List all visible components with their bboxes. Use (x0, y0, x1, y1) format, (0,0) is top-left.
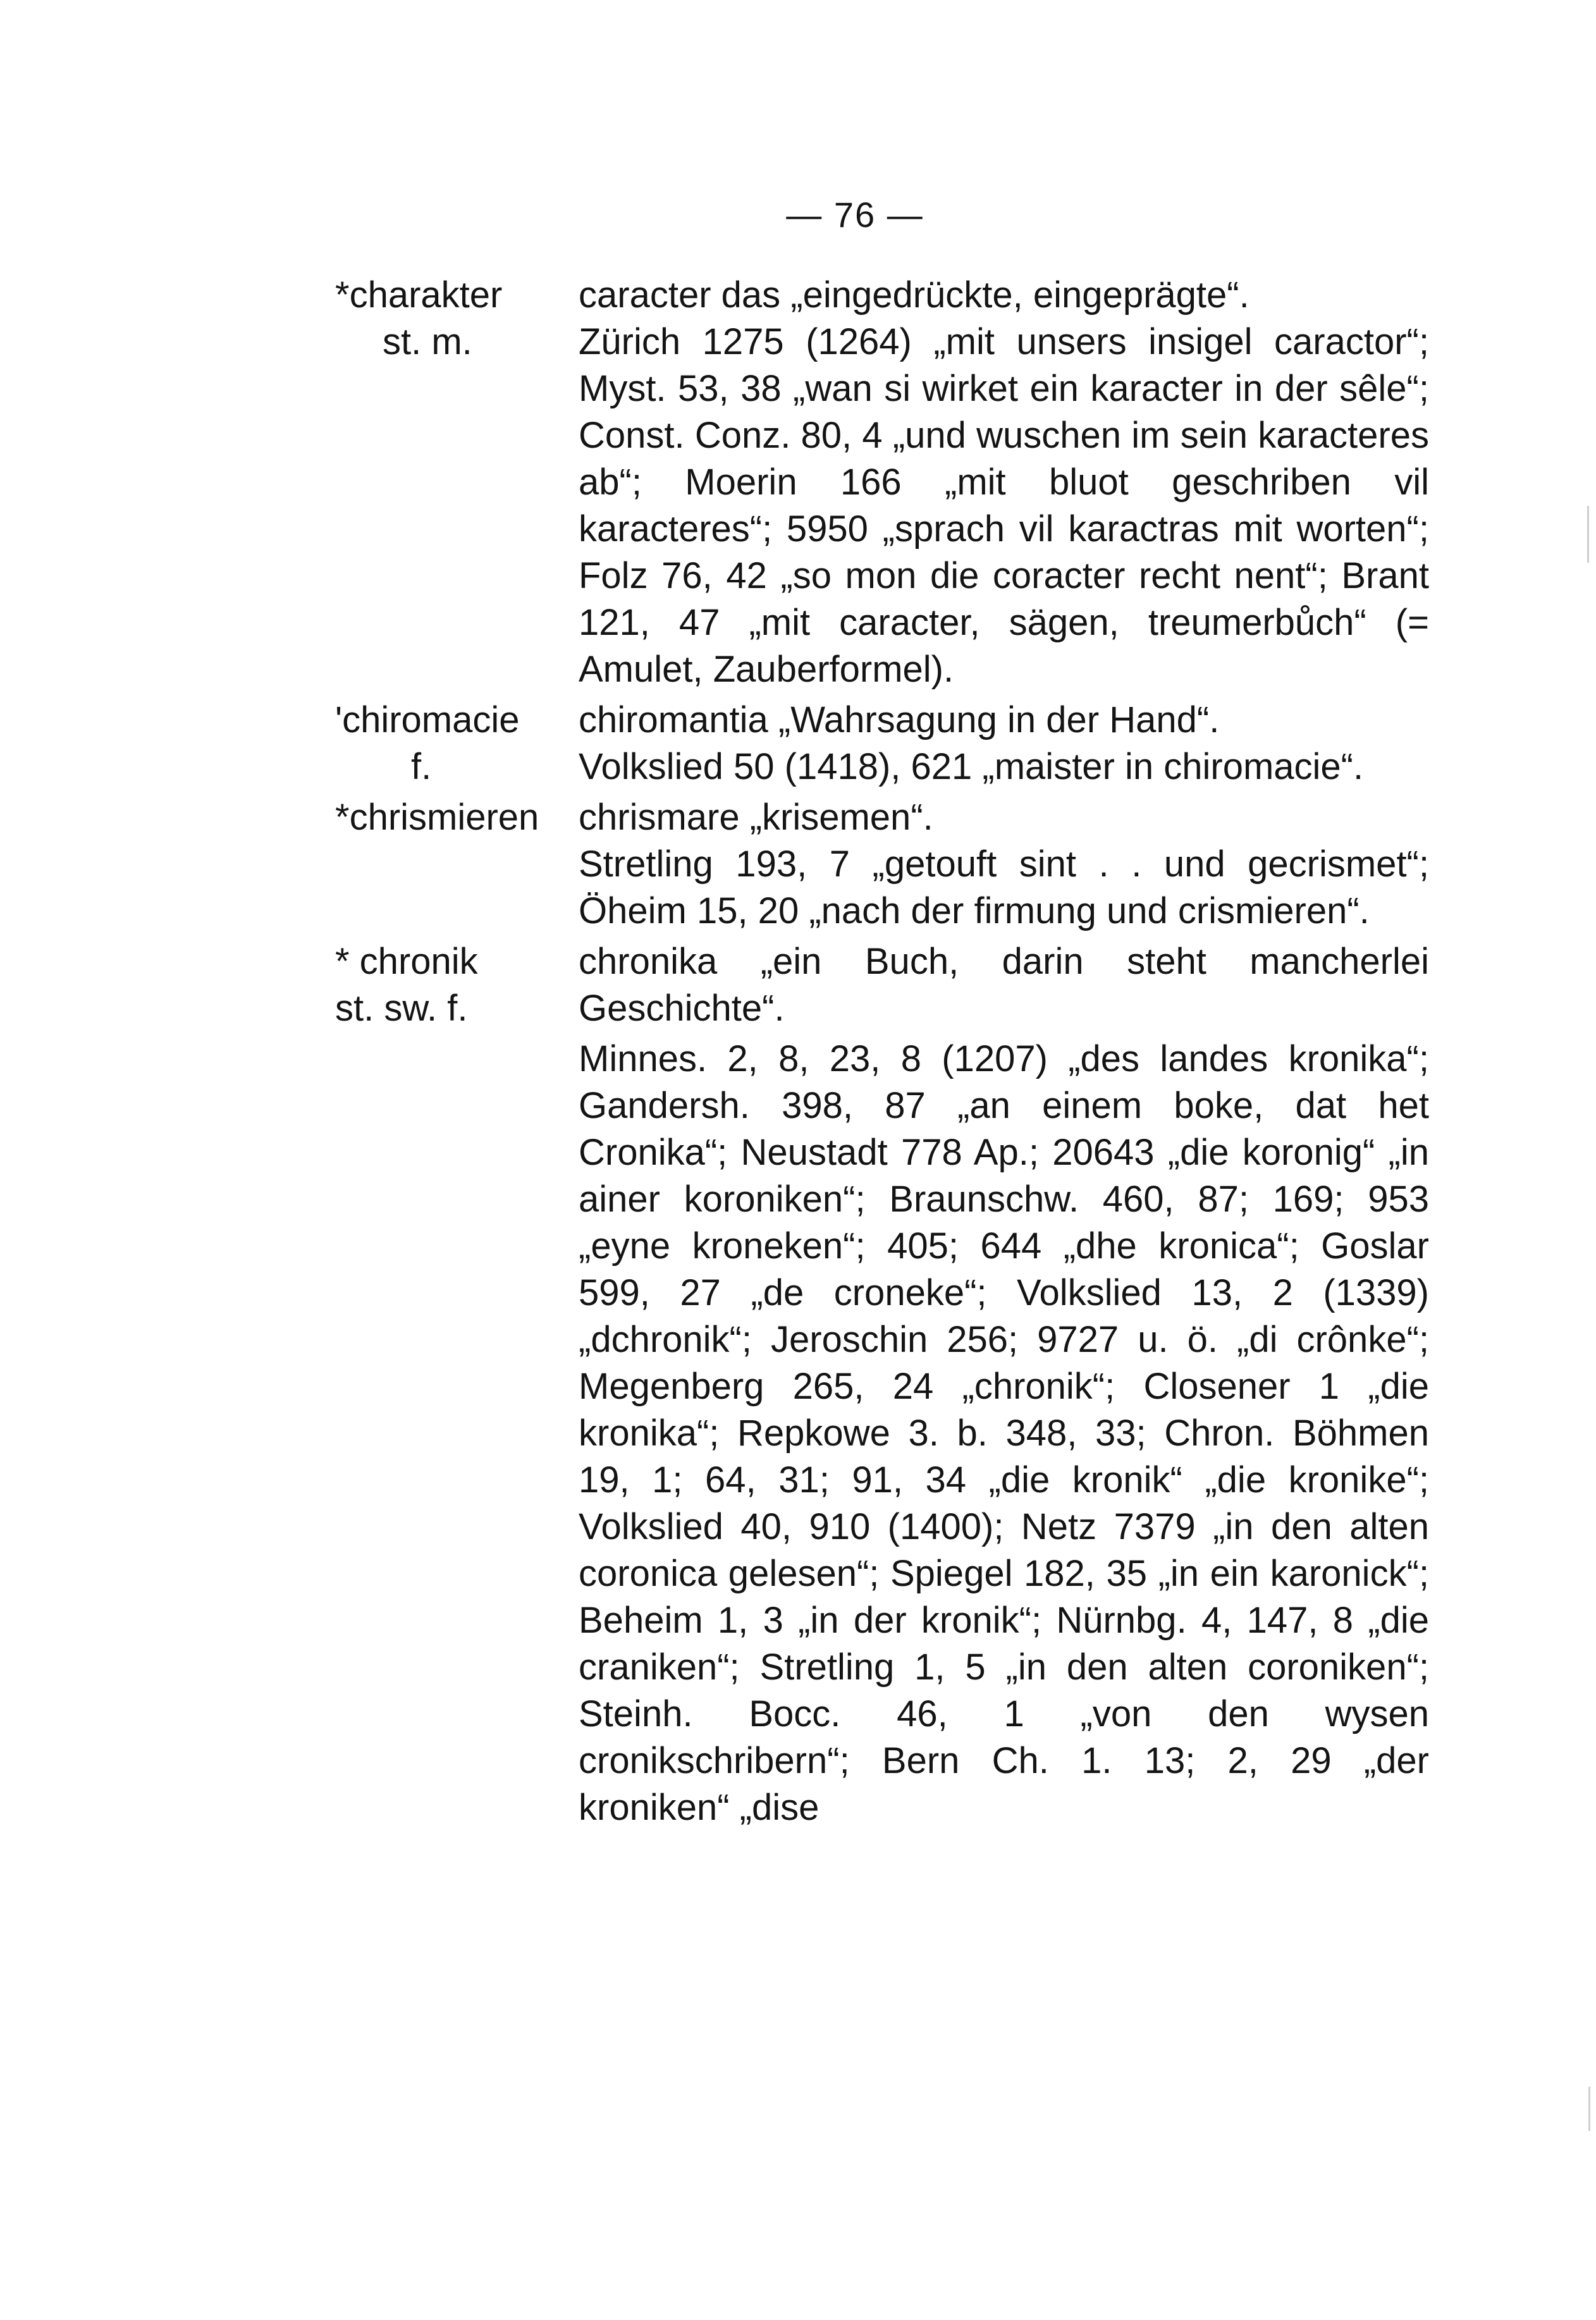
entry-body (579, 794, 1429, 935)
entry-head (335, 697, 579, 790)
entry-head (335, 272, 579, 365)
entry-grammar: f. (411, 746, 432, 787)
entry-body (579, 697, 1429, 790)
entry-citations: Volkslied 50 (1418), 621 „maister in chiromacie“. (579, 746, 1364, 787)
entry-citations: Stretling 193, 7 „getouft sint . . und gecrismet“; Öheim 15, 20 „nach der firmung und crismieren“. (579, 844, 1429, 931)
entry-head (335, 794, 579, 841)
entry-head (335, 938, 579, 1032)
scan-edge-mark (1587, 506, 1589, 563)
entry-body (579, 938, 1429, 1831)
entry-lemma: *chrismieren (335, 797, 539, 838)
entry-body (579, 272, 1429, 693)
page-number: — 76 — (786, 195, 924, 235)
entry-grammar: st. sw. f. (335, 988, 468, 1029)
entry-chiromacie (335, 697, 1429, 790)
scan-edge-mark (1588, 2087, 1590, 2131)
entry-chrismieren (335, 794, 1429, 935)
entry-etymology: chrismare „krisemen“. (579, 797, 933, 838)
entry-etymology: caracter das „eingedrückte, eingeprägte“. (579, 274, 1249, 316)
entry-citations: Minnes. 2, 8, 23, 8 (1207) „des landes kronika“; Gandersh. 398, 87 „an einem boke, dat het Cronika“; Neustadt 778 Ap.; 20643 „die koronig“ „in ainer koroniken“; Braunschw. 460, 87; 169; 953 „eyne kroneken“; 405; 644 „dhe kronica“; Goslar 599, 27 „de croneke“; Volkslied 13, 2 (1339) „dchronik“; Jeroschin 256; 9727 u. ö. „di crônke“; Megenberg 265, 24 „chronik“; Closener 1 „die kronika“; Repkowe 3. b. 348, 33; Chron. Böhmen 19, 1; 64, 31; 91, 34 „die kronik“ „die kronike“; Volkslied 40, 910 (1400); Netz 7379 „in den alten coronica gelesen“; Spiegel 182, 35 „in ein karonick“; Beheim 1, 3 „in der kronik“; Nürnbg. 4, 147, 8 „die craniken“; Stretling 1, 5 „in den alten coroniken“; Steinh. Bocc. 46, 1 „von den wysen cronikschribern“; Bern Ch. 1. 13; 2, 29 „der kroniken“ „dise (579, 1038, 1429, 1828)
entry-lemma: * chronik (335, 941, 478, 982)
entry-etymology: chronika „ein Buch, darin steht mancherlei Geschichte“. (579, 941, 1429, 1029)
dictionary-entries (335, 272, 1429, 1834)
entry-chronik (335, 938, 1429, 1831)
entry-grammar: st. m. (383, 321, 472, 362)
entry-lemma: 'chiromacie (335, 699, 520, 740)
entry-citations: Zürich 1275 (1264) „mit unsers insigel caractor“; Myst. 53, 38 „wan si wirket ein karacter in der sêle“; Const. Conz. 80, 4 „und wuschen im sein karacteres ab“; Moerin 166 „mit bluot geschriben vil karacteres“; 5950 „sprach vil karactras mit worten“; Folz 76, 42 „so mon die coracter recht nent“; Brant 121, 47 „mit caracter, sägen, treumerbůch“ (= Amulet, Zauberformel). (579, 321, 1429, 690)
entry-charakter (335, 272, 1429, 693)
entry-etymology: chiromantia „Wahrsagung in der Hand“. (579, 699, 1220, 740)
entry-lemma: *charakter (335, 274, 503, 316)
